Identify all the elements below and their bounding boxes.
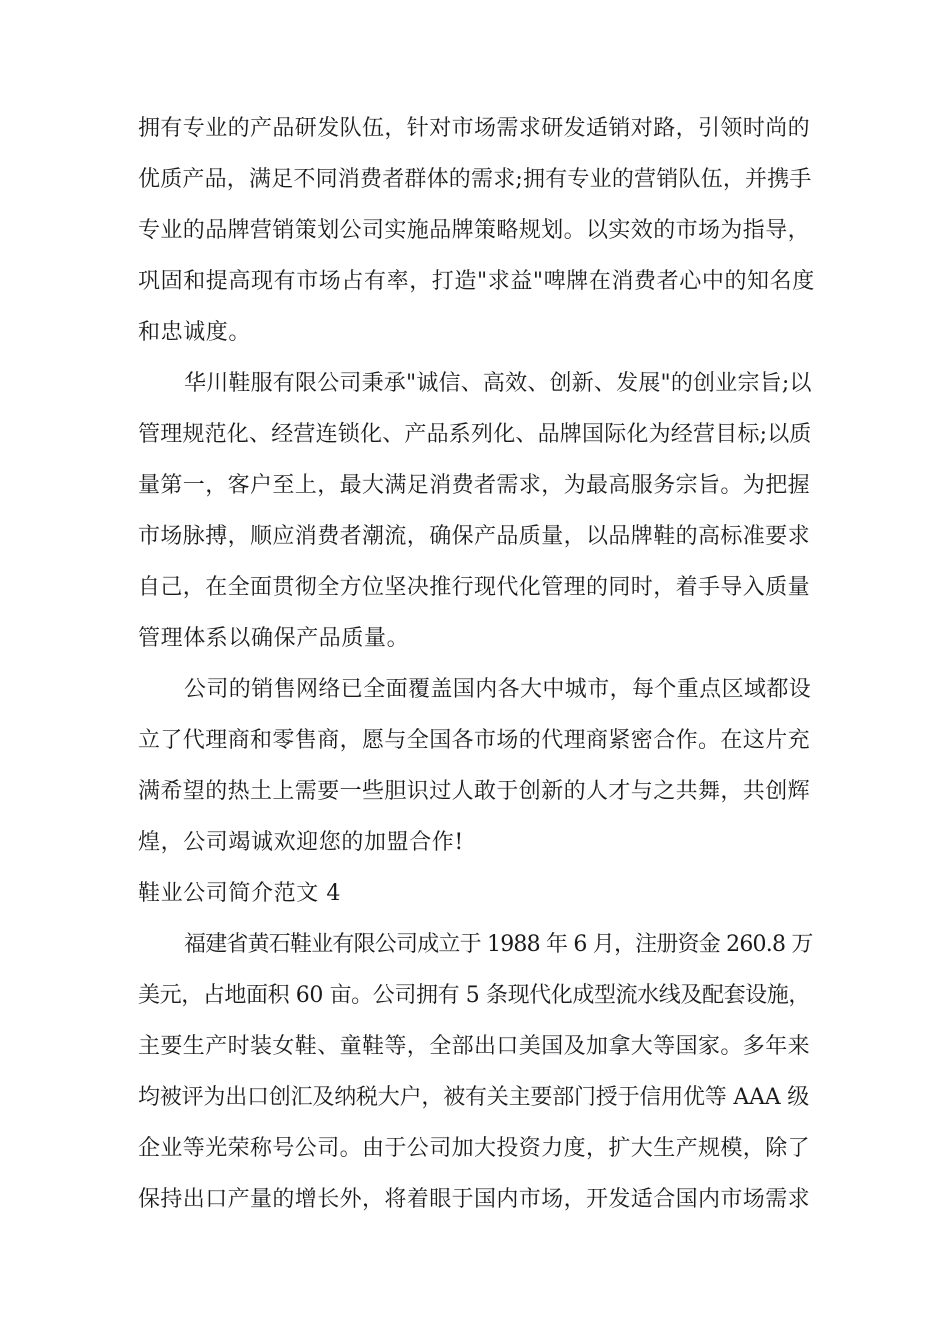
paragraph-2-line-3: 量第一，客户至上，最大满足消费者需求，为最高服务宗旨。为把握 <box>138 473 811 498</box>
paragraph-1-line-4: 巩固和提高现有市场占有率，打造"求益"啤牌在消费者心中的知名度 <box>138 269 815 294</box>
paragraph-1-line-1: 拥有专业的产品研发队伍，针对市场需求研发适销对路，引领时尚的 <box>138 116 811 141</box>
paragraph-4-line-6: 保持出口产量的增长外，将着眼于国内市场，开发适合国内市场需求 <box>138 1187 811 1212</box>
paragraph-4-line-1: 福建省黄石鞋业有限公司成立于 1988 年 6 月，注册资金 260.8 万 <box>184 932 813 957</box>
paragraph-4-line-4: 均被评为出口创汇及纳税大户，被有关主要部门授于信用优等 AAA 级 <box>138 1085 810 1110</box>
paragraph-4-line-5: 企业等光荣称号公司。由于公司加大投资力度，扩大生产规模，除了 <box>138 1136 811 1161</box>
paragraph-1-line-5: 和忠诚度。 <box>138 320 252 345</box>
paragraph-2-line-5: 自己，在全面贯彻全方位坚决推行现代化管理的同时，着手导入质量 <box>138 575 811 600</box>
paragraph-3-line-4: 煌，公司竭诚欢迎您的加盟合作! <box>138 830 464 855</box>
paragraph-3-line-2: 立了代理商和零售商，愿与全国各市场的代理商紧密合作。在这片充 <box>138 728 811 753</box>
paragraph-1-line-3: 专业的品牌营销策划公司实施品牌策略规划。以实效的市场为指导， <box>138 218 811 243</box>
paragraph-1-line-2: 优质产品，满足不同消费者群体的需求;拥有专业的营销队伍，并携手 <box>138 167 812 192</box>
paragraph-3-line-1: 公司的销售网络已全面覆盖国内各大中城市，每个重点区域都设 <box>184 677 812 702</box>
paragraph-4-line-2: 美元，占地面积 60 亩。公司拥有 5 条现代化成型流水线及配套设施， <box>138 983 810 1008</box>
paragraph-4-line-3: 主要生产时装女鞋、童鞋等，全部出口美国及加拿大等国家。多年来 <box>138 1034 811 1059</box>
section-heading: 鞋业公司简介范文 4 <box>138 881 341 906</box>
paragraph-2-line-6: 管理体系以确保产品质量。 <box>138 626 410 651</box>
paragraph-3-line-3: 满希望的热土上需要一些胆识过人敢于创新的人才与之共舞，共创辉 <box>138 779 811 804</box>
paragraph-2-line-4: 市场脉搏，顺应消费者潮流，确保产品质量，以品牌鞋的高标准要求 <box>138 524 811 549</box>
paragraph-2-line-2: 管理规范化、经营连锁化、产品系列化、品牌国际化为经营目标;以质 <box>138 422 812 447</box>
paragraph-2-line-1: 华川鞋服有限公司秉承"诚信、高效、创新、发展"的创业宗旨;以 <box>184 371 812 396</box>
